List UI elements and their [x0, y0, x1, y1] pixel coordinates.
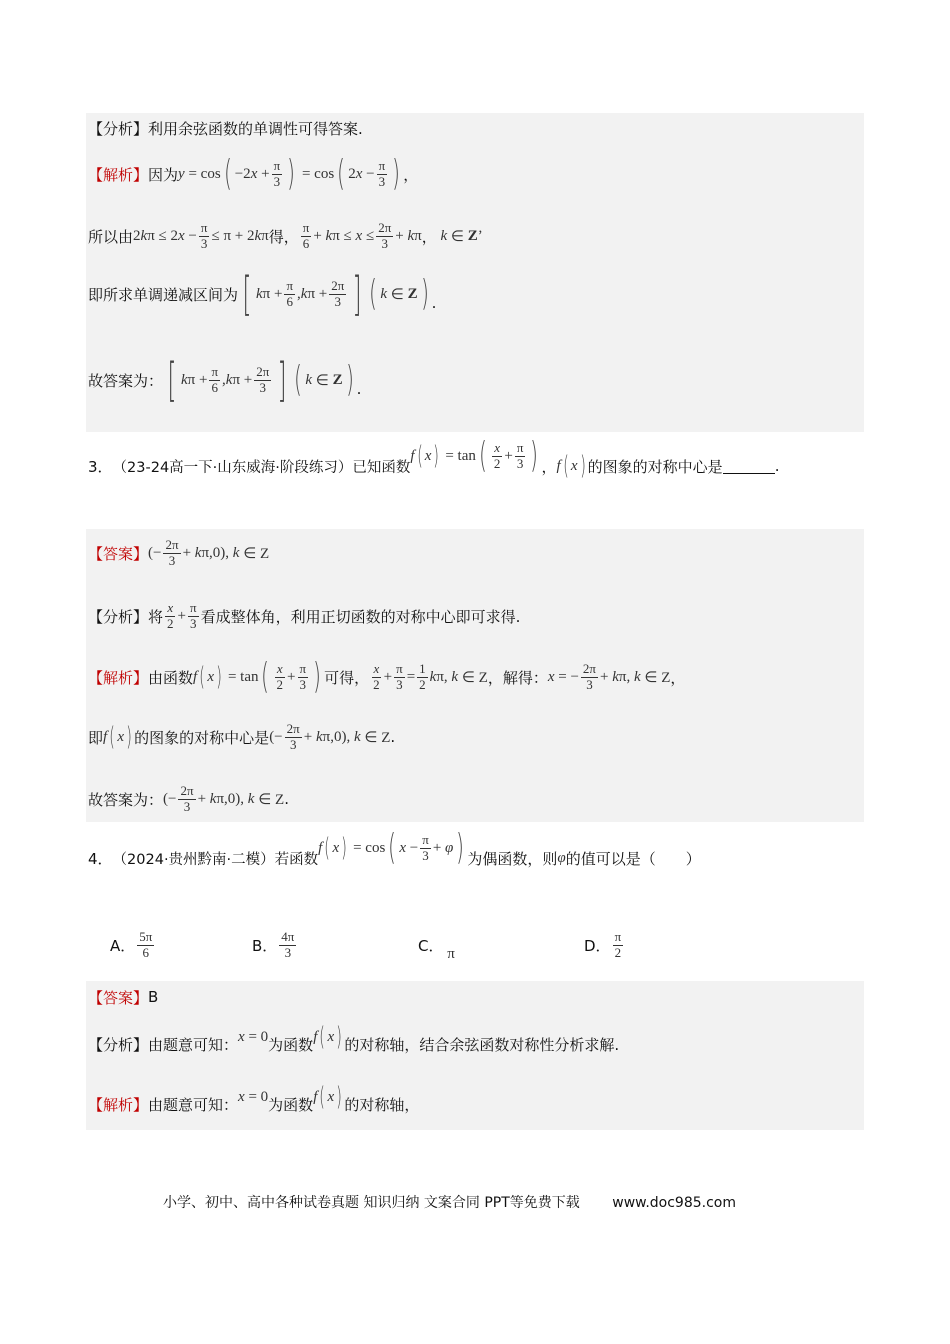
analysis-tag: 【分析】	[88, 119, 149, 138]
analysis-text: 将	[148, 607, 164, 626]
option-label: A．	[110, 936, 136, 955]
question-text: ，	[541, 457, 557, 476]
math-formula: π	[443, 945, 455, 962]
question-3	[88, 435, 780, 490]
solution-text: .	[284, 790, 289, 808]
question-source: （2024·贵州黔南·二模）若函数	[112, 851, 319, 868]
solution-text: 即	[88, 728, 104, 747]
page-footer	[163, 1192, 736, 1212]
math-formula: (− $\frac{2\pi}{3}$ + k π,0), k ∈ Z	[269, 720, 391, 752]
math-formula: x = 0	[238, 1088, 269, 1105]
solution-text: 的图象的对称中心是	[134, 728, 270, 747]
question-text: 的图象的对称中心是	[587, 457, 723, 476]
math-formula: $\frac{x}{2}$ + $\frac{\pi}{3}$	[167, 599, 197, 631]
question-text: 的值可以是（ ）	[565, 849, 701, 868]
analysis-tag: 【分析】	[88, 607, 149, 626]
question-number: 3．	[88, 457, 113, 476]
solution-line-1	[88, 1082, 420, 1122]
solution-line-2	[88, 714, 395, 760]
question-number: 4．	[88, 849, 113, 868]
math-formula: $\frac{5\pi}{6}$	[139, 928, 153, 960]
math-formula: f ( x ) = tan ( $\frac{x}{2}$ + $\frac{\pi}{3}$ )	[193, 656, 321, 697]
analysis-line	[88, 116, 363, 140]
solution-text: 故答案为：	[88, 790, 164, 809]
solution-text: 因为	[148, 165, 179, 184]
footer-text: 小学、初中、高中各种试卷真题 知识归纳 文案合同 PPT等免费下载	[163, 1195, 580, 1211]
question-4	[88, 827, 701, 882]
question-text: 为偶函数，则	[467, 849, 558, 868]
math-formula: f ( x )	[313, 1022, 343, 1052]
answer-value: B	[148, 988, 159, 1006]
math-formula: (− $\frac{2\pi}{3}$ + k π,0), k ∈ Z	[148, 536, 270, 568]
solution-text: 由题意可知：	[148, 1095, 239, 1114]
math-formula: $\frac{\pi}{6}$ + k π ≤ x ≤ $\frac{2\pi}{3}$ + k π	[302, 219, 422, 251]
solution-tag: 【解析】	[88, 1095, 149, 1114]
solution-text: 故答案为：	[88, 371, 164, 390]
answer-line	[88, 985, 158, 1009]
option-d[interactable]	[584, 922, 625, 968]
solution-text: ，	[670, 668, 686, 687]
solution-text: 由函数	[148, 668, 194, 687]
option-label: B．	[252, 936, 278, 955]
solution-line-1	[88, 654, 685, 700]
math-formula: [ k π + $\frac{\pi}{6}$ , k π + $\frac{2\pi}{3}$ ] ( k ∈ Z )	[242, 267, 429, 321]
solution-line-4	[88, 353, 362, 407]
question-source: （23-24高一下·山东威海·阶段练习）已知函数	[112, 459, 411, 476]
solution-text: .	[431, 294, 437, 312]
math-formula: 2 k π ≤ 2 x − $\frac{\pi}{3}$ ≤ π + 2 k π	[133, 219, 269, 251]
option-label: D．	[584, 936, 611, 955]
solution-text: ，	[403, 165, 419, 184]
math-formula: x = − $\frac{2\pi}{3}$ + k π, k ∈ Z	[547, 660, 671, 692]
math-formula: $\frac{\pi}{2}$	[614, 928, 622, 960]
math-formula: f ( x )	[103, 722, 132, 752]
solution-text: .	[390, 728, 396, 746]
question-text: .	[774, 457, 780, 475]
analysis-text: 为函数	[268, 1035, 314, 1054]
solution-text: 即所求单调递减区间为	[88, 285, 239, 304]
solution-tag: 【解析】	[88, 668, 149, 687]
option-c[interactable]	[418, 922, 455, 968]
math-formula: $\frac{4\pi}{3}$	[281, 928, 295, 960]
solution-text: 的对称轴，	[344, 1095, 420, 1114]
solution-text: .	[356, 380, 362, 398]
analysis-line	[88, 1022, 620, 1062]
solution-line-2	[88, 214, 483, 258]
option-a[interactable]	[110, 922, 156, 968]
analysis-line	[88, 594, 520, 638]
solution-text: 为函数	[268, 1095, 314, 1114]
math-formula: (− $\frac{2\pi}{3}$ + k π,0), k ∈ Z	[163, 782, 285, 814]
math-formula: y = cos ( −2 x + $\frac{\pi}{3}$ ) = cos ( 2 x − $\frac{\pi}{3}$ )	[178, 153, 401, 194]
solution-line-3	[88, 776, 289, 822]
math-formula: f ( x ) = cos ( x − $\frac{\pi}{3}$ + φ )	[318, 827, 465, 868]
analysis-text: 利用余弦函数的单调性可得答案.	[148, 119, 363, 138]
answer-tag: 【答案】	[88, 988, 149, 1007]
math-formula: $\frac{x}{2}$ + $\frac{\pi}{3}$ = $\frac{1}{2}$ k π, k ∈ Z	[373, 660, 488, 692]
math-formula: f ( x )	[556, 451, 586, 481]
solution-text: 所以由	[88, 227, 134, 246]
math-formula: k ∈ Z ’	[440, 227, 483, 245]
analysis-text: 看成整体角，利用正切函数的对称中心即可求得.	[200, 607, 521, 626]
answer-tag: 【答案】	[88, 544, 149, 563]
solution-tag: 【解析】	[88, 165, 149, 184]
option-label: C．	[418, 936, 444, 955]
solution-text: ，解得：	[487, 668, 548, 687]
math-formula: f ( x )	[313, 1082, 343, 1112]
answer-blank[interactable]	[723, 459, 775, 474]
answer-line	[88, 531, 269, 575]
analysis-text: 由题意可知：	[148, 1035, 239, 1054]
analysis-tag: 【分析】	[88, 1035, 149, 1054]
solution-text: 可得，	[324, 668, 370, 687]
solution-text: ，	[421, 227, 437, 246]
solution-line-1	[88, 152, 418, 196]
option-b[interactable]	[252, 922, 298, 968]
analysis-text: 的对称轴，结合余弦函数对称性分析求解.	[344, 1035, 620, 1054]
footer-link[interactable]: www.doc985.com	[612, 1195, 736, 1211]
math-formula: φ	[557, 849, 566, 866]
solution-text: 得，	[268, 227, 299, 246]
math-formula: x = 0	[238, 1028, 269, 1045]
math-formula: [ k π + $\frac{\pi}{6}$ , k π + $\frac{2\pi}{3}$ ] ( k ∈ Z )	[167, 353, 354, 407]
solution-line-3	[88, 267, 437, 321]
math-formula: f ( x ) = tan ( $\frac{x}{2}$ + $\frac{\pi}{3}$ )	[410, 435, 539, 476]
